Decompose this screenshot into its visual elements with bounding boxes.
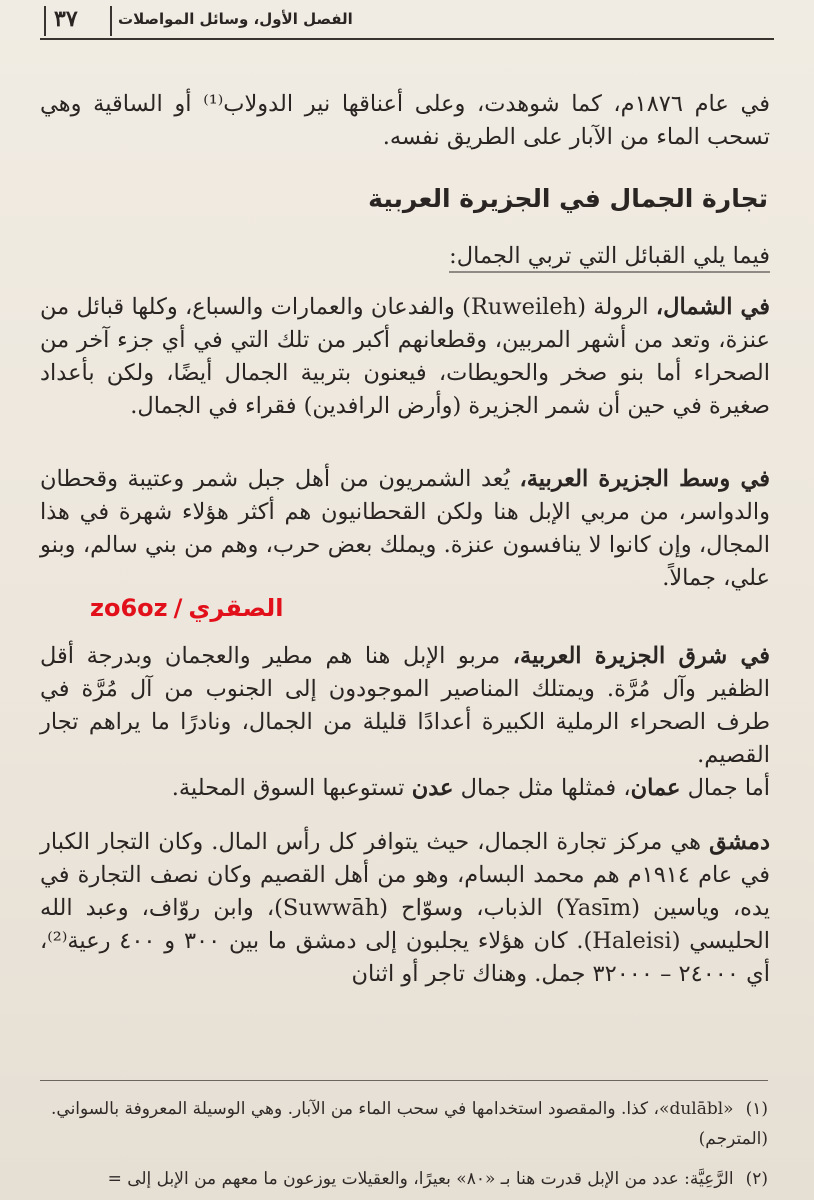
footnote-rule (40, 1080, 768, 1081)
paragraph-center (40, 463, 770, 595)
damascus-label: دمشق (709, 829, 770, 855)
paragraph-oman (40, 772, 770, 805)
paragraph-damascus (40, 826, 770, 991)
footnote-number: (١) (745, 1099, 768, 1119)
watermark (90, 594, 283, 622)
tribes-intro: فيما يلي القبائل التي تربي الجمال: (449, 243, 770, 273)
watermark-arabic: الصقري (188, 594, 284, 622)
east-label: في شرق الجزيرة العربية، (512, 643, 770, 669)
header-rule (40, 38, 774, 40)
page-header (0, 0, 814, 44)
east-text: مربو الإبل هنا هم مطير والعجمان وبدرجة أقل الظفير وآل مُرَّة. ويمتلك المناصير الموجودون إلى الجنوب من آل مُرَّة في طرف الصحراء الرملية الكبيرة أعدادًا قليلة من الجمال، ونادرًا ما يراهم تجار القصيم. (40, 643, 770, 768)
footnote-2 (40, 1164, 768, 1194)
footnote-text: «dulābl»، كذا. والمقصود استخدامها في سحب الماء من الآبار. وهي الوسيلة المعروفة بالسواني. (المترجم) (51, 1099, 768, 1149)
center-text: يُعد الشمريون من أهل جبل شمر وعتيبة وقحطان والدواسر، من مربي الإبل هنا ولكن القحطانيون هم أكثر هؤلاء شهرة في هذا المجال، وإن كانوا لا ينافسون عنزة. ويملك بعض حرب، وهم من بني سالم، وبنو علي، جمالاً. (40, 466, 770, 591)
footnote-number: (٢) (745, 1169, 768, 1189)
header-divider (44, 6, 46, 36)
paragraph-1: في عام ١٨٧٦م، كما شوهدت، وعلى أعناقها نير الدولاب⁽¹⁾ أو الساقية وهي تسحب الماء من الآبار على الطريق نفسه. (40, 91, 770, 150)
footnote-text: الرَّعِيَّة: عدد من الإبل قدرت هنا بـ «٨٠» بعيرًا، والعقيلات يوزعون ما معهم من الإبل إلى = (107, 1169, 734, 1189)
oman-text-a: أما جمال (687, 775, 770, 801)
running-title: الفصل الأول، وسائل المواصلات (118, 10, 353, 28)
oman-text-b: ، فمثلها مثل جمال (460, 775, 631, 801)
header-divider (110, 6, 112, 36)
footnote-1 (40, 1094, 768, 1154)
center-label: في وسط الجزيرة العربية، (519, 466, 770, 492)
north-label: في الشمال، (655, 294, 770, 320)
paragraph-east (40, 640, 770, 772)
north-text: الرولة (Ruweileh) والفدعان والعمارات والسباع، وكلها قبائل من عنزة، وتعد من أشهر المربين، وقطعانهم أكبر من تلك التي في أي جزء آخر من الصحراء أما بنو صخر والحويطات، فيعنون بتربية الجمال أيضًا، ولكن بأعداد صغيرة في حين أن شمر الجزيرة (وأرض الرافدين) فقراء في الجمال. (40, 294, 770, 419)
damascus-text: هي مركز تجارة الجمال، حيث يتوافر كل رأس المال. وكان التجار الكبار في عام ١٩١٤م هم محمد البسام، وهو من أهل القصيم وكان نصف التجارة في يده، وياسين (Yasīm) الذباب، وسوّاح (Suwwāh)، وابن روّاف، وعبد الله الحليسي (Haleisi). كان هؤلاء يجلبون إلى دمشق ما بين ٣٠٠ و ٤٠٠ رعية⁽²⁾، أي ٢٤٠٠٠ – ٣٢٠٠٠ جمل. وهناك تاجر أو اثنان (40, 829, 771, 987)
watermark-latin: zo6oz (90, 594, 168, 622)
paragraph-2 (40, 240, 770, 273)
aden-label: عدن (411, 775, 454, 801)
oman-text-c: تستوعبها السوق المحلية. (171, 775, 405, 801)
watermark-slash: / (173, 594, 183, 622)
page-number: ٣٧ (54, 6, 78, 32)
oman-label: عمان (630, 775, 681, 801)
section-heading: تجارة الجمال في الجزيرة العربية (368, 184, 768, 213)
paragraph-north (40, 291, 770, 423)
